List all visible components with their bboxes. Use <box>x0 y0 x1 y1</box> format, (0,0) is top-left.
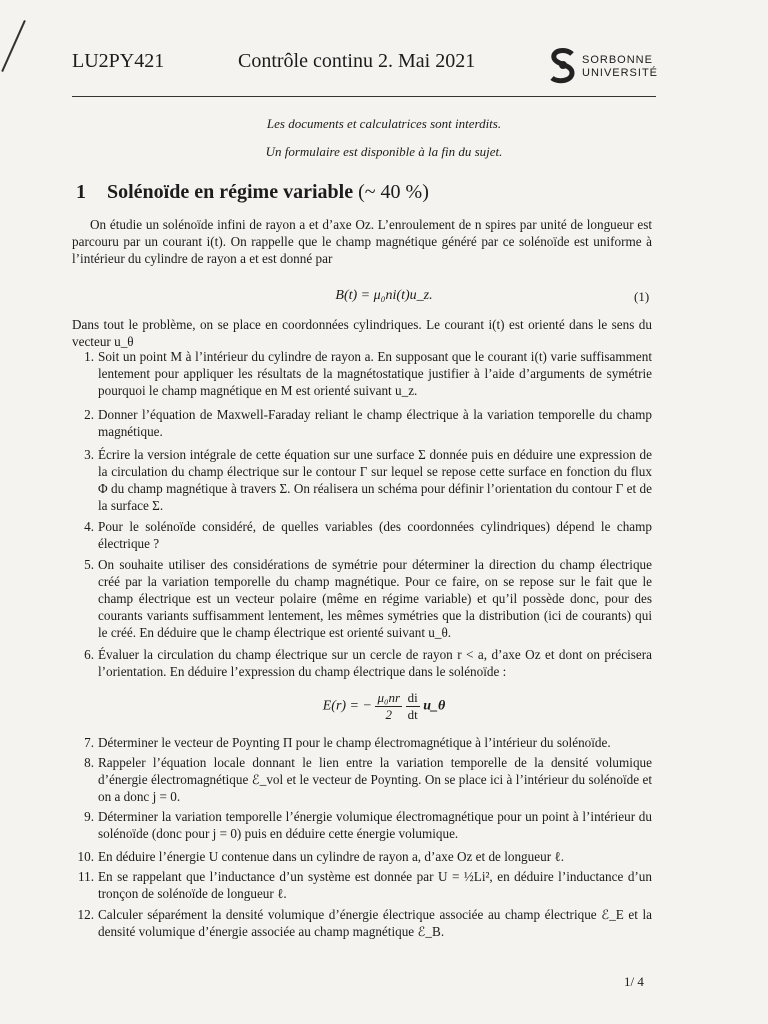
university-logo <box>548 46 658 86</box>
question-11 <box>72 868 652 902</box>
question-number: 6. <box>84 647 94 662</box>
question-text: Donner l’équation de Maxwell-Faraday reliant le champ électrique à la variation temporelle du champ magnétique. <box>98 407 652 439</box>
question-text: Écrire la version intégrale de cette équation sur une surface Σ donnée puis en déduire une expression de la circulation du champ électrique sur le contour Γ sur lequel se repose cette surface en fonction du flux Φ du champ magnétique à travers Σ. On réalisera un schéma pour définir l’orientation du contour Γ et de la surface Σ. <box>98 447 652 513</box>
question-2 <box>72 406 652 440</box>
question-6 <box>72 646 652 680</box>
note-formulaire: Un formulaire est disponible à la fin du sujet. <box>265 144 503 159</box>
question-3 <box>72 446 652 514</box>
logo-word-2: UNIVERSITÉ <box>582 67 659 79</box>
eq2-di: di <box>407 690 418 705</box>
eq2-fraction-1 <box>375 690 402 723</box>
question-7 <box>72 734 652 751</box>
equation-2 <box>0 690 768 723</box>
question-8 <box>72 754 652 805</box>
context-paragraph: Dans tout le problème, on se place en coordonnées cylindriques. Le courant i(t) est orienté dans le sens du vecteur u_θ <box>72 317 652 349</box>
question-1 <box>72 348 652 399</box>
eq2-lhs: E(r) = − <box>322 698 372 714</box>
question-number: 3. <box>84 447 94 462</box>
question-number: 12. <box>77 907 94 922</box>
question-number: 8. <box>84 755 94 770</box>
question-text: On souhaite utiliser des considérations de symétrie pour déterminer la direction du champ électrique créé par la variation temporelle du champ magnétique. Pour ce faire, on se repose sur le fait que le champ électrique est un vecteur polaire (même en régime variable) et qu’il possède donc, pour des courants variants suffisamment lentement, les mêmes symétries que la distribution (ici de courants) qui le créé. En déduire que le champ électrique est orienté suivant u_θ. <box>98 557 652 640</box>
section-title: Solénoïde en régime variable <box>107 181 354 203</box>
page-number: 1/ 4 <box>624 974 644 989</box>
course-code: LU2PY421 <box>72 50 165 72</box>
eq2-rhs: u_θ <box>423 698 446 714</box>
exam-title: Contrôle continu 2. Mai 2021 <box>238 50 476 72</box>
question-text: Déterminer le vecteur de Poynting Π pour le champ électromagnétique à l’intérieur du solénoïde. <box>98 735 611 750</box>
question-number: 5. <box>84 557 94 572</box>
question-number: 2. <box>84 407 94 422</box>
logo-word-1: SORBONNE <box>582 54 653 66</box>
section-heading <box>76 181 429 204</box>
question-10 <box>72 848 652 865</box>
question-text: Déterminer la variation temporelle l’énergie volumique électromagnétique pour un point à l’intérieur du solénoïde (donc pour j = 0) puis en déduire cette énergie volumique. <box>98 809 652 841</box>
question-number: 7. <box>84 735 94 750</box>
question-text: Calculer séparément la densité volumique d’énergie électrique associée au champ électrique ℰ_E et la densité volumique d’énergie associée au champ magnétique ℰ_B. <box>98 907 652 939</box>
section-number: 1 <box>76 181 86 203</box>
question-number: 1. <box>84 349 94 364</box>
equation-1: B(t) = μ₀ni(t)u_z. <box>335 288 433 303</box>
question-4 <box>72 518 652 552</box>
note-documents: Les documents et calculatrices sont interdits. <box>266 116 502 131</box>
question-text: Pour le solénoïde considéré, de quelles variables (des coordonnées cylindriques) dépend le champ électrique ? <box>98 519 652 551</box>
question-12 <box>72 906 652 940</box>
eq2-numerator: μ₀nr <box>377 690 401 705</box>
pen-mark <box>1 20 26 72</box>
question-text: Rappeler l’équation locale donnant le lien entre la variation temporelle de la densité volumique d’énergie électromagnétique ℰ_vol et le vecteur de Poynting. On se place ici à l’intérieur du solénoïde et on a donc j = 0. <box>98 755 652 804</box>
sorbonne-s-icon <box>548 48 578 84</box>
question-9 <box>72 808 652 842</box>
question-text: En se rappelant que l’inductance d’un système est donnée par U = ½Li², en déduire l’inductance d’un tronçon de solénoïde de longueur ℓ. <box>98 869 652 901</box>
eq2-dt: dt <box>407 707 418 722</box>
page-header <box>72 46 659 86</box>
question-text: Soit un point M à l’intérieur du cylindre de rayon a. En supposant que le courant i(t) varie suffisamment lentement pour appliquer les résultats de la magnétostatique justifier à l’aide d’arguments de symétrie pourquoi le champ magnétique en M est orienté suivant u_z. <box>98 349 652 398</box>
eq2-denominator: 2 <box>385 707 392 722</box>
question-number: 10. <box>77 849 94 864</box>
question-text: En déduire l’énergie U contenue dans un cylindre de rayon a, d’axe Oz et de longueur ℓ. <box>98 849 564 864</box>
intro-paragraph: On étudie un solénoïde infini de rayon a et d’axe Oz. L’enroulement de n spires par unité de longueur est parcouru par un courant i(t). On rappelle que le champ magnétique généré par ce solénoïde est uniforme à l’intérieur du cylindre de rayon a et est donné par <box>72 217 652 266</box>
eq2-fraction-2 <box>406 690 420 723</box>
question-text: Évaluer la circulation du champ électrique sur un cercle de rayon r < a, d’axe Oz et dont on précisera l’orientation. En déduire l’expression du champ électrique dans le solénoïde : <box>98 647 652 679</box>
question-number: 4. <box>84 519 94 534</box>
question-number: 11. <box>78 869 94 884</box>
equation-1-number: (1) <box>634 289 650 304</box>
section-weight: (~ 40 %) <box>358 181 429 203</box>
question-number: 9. <box>84 809 94 824</box>
header-rule <box>72 96 656 97</box>
question-5 <box>72 556 652 641</box>
